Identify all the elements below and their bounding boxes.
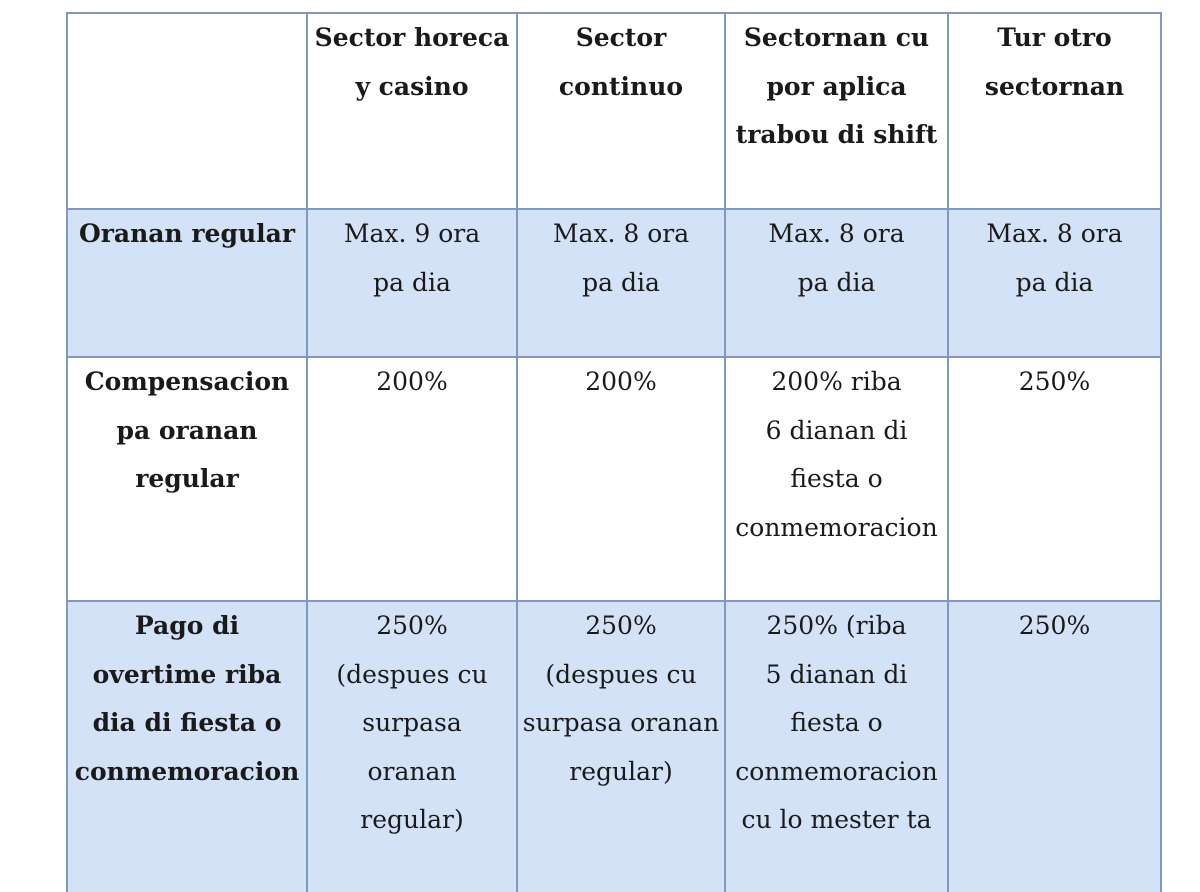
cell-line: pa dia [797,267,876,297]
cell-line: 6 dianan di [765,415,908,445]
cell-line: conmemoracion [735,512,938,542]
header-line: trabou di shift [735,120,938,149]
header-cell-otro [948,13,1161,209]
header-line: Tur otro [997,23,1112,52]
cell-line: 250% [1018,611,1091,640]
table-row [67,357,1161,601]
cell-line: fiesta o [790,708,883,737]
row-header-pago-overtime [67,601,307,892]
cell-line: cu lo mester ta [741,805,932,834]
header-line: y casino [355,71,469,101]
cell-line: surpasa [362,708,462,737]
table-cell [948,601,1161,892]
header-line: continuo [558,71,684,101]
cell-line: regular) [360,805,464,834]
cell-line: 250% [376,611,448,640]
cell-line: pa dia [1015,267,1094,297]
row-header-line: conmemoracion [74,756,300,786]
header-row [67,13,1161,209]
table-cell [725,209,948,357]
cell-line: regular) [569,756,673,786]
table-cell [307,357,517,601]
header-line: Sectornan cu [743,23,930,52]
table-row [67,601,1161,892]
cell-line: 5 dianan di [765,659,908,689]
table-row [67,209,1161,357]
cell-line: pa dia [373,267,451,297]
table-cell [725,357,948,601]
header-line: sectornan [984,71,1125,101]
cell-line: (despues cu [336,659,488,689]
row-header-line: Pago di [134,611,240,640]
row-header-compensacion [67,357,307,601]
table-cell [725,601,948,892]
header-cell-horeca-casino [307,13,517,209]
header-cell-continuo [517,13,725,209]
header-cell-empty [67,13,307,209]
row-header-line: Oranan regular [78,219,295,248]
row-header-line: dia di fiesta o [92,708,282,737]
cell-line: (despues cu [545,659,697,689]
cell-line: pa dia [582,267,660,297]
cell-line: fiesta o [790,464,883,493]
header-line: Sector horeca [314,23,510,52]
cell-line: Max. 8 ora [768,219,905,248]
row-header-oranan-regular [67,209,307,357]
table-cell [517,601,725,892]
cell-line: Max. 8 ora [986,219,1123,248]
cell-line: 200% [585,367,657,396]
header-cell-shift [725,13,948,209]
table-cell [517,209,725,357]
cell-line: Max. 8 ora [552,219,690,248]
header-line: Sector [575,23,667,52]
cell-line: surpasa oranan [522,708,720,737]
header-line: por aplica [766,71,907,101]
row-header-line: pa oranan [116,415,258,445]
table-cell [517,357,725,601]
cell-line: 250% (riba [766,611,907,640]
cell-line: conmemoracion [735,756,938,786]
cell-line: 250% [1018,367,1091,396]
table-cell [948,357,1161,601]
table-cell [948,209,1161,357]
cell-line: 250% [585,611,657,640]
table-cell [307,209,517,357]
row-header-line: Compensacion [84,367,290,396]
cell-line: Max. 9 ora [343,219,481,248]
cell-line: 200% riba [771,367,902,396]
cell-line: oranan [367,756,457,786]
row-header-line: regular [135,464,239,493]
overtime-rates-table [66,12,1162,892]
row-header-line: overtime riba [92,659,282,689]
cell-line: 200% [376,367,448,396]
table-cell [307,601,517,892]
